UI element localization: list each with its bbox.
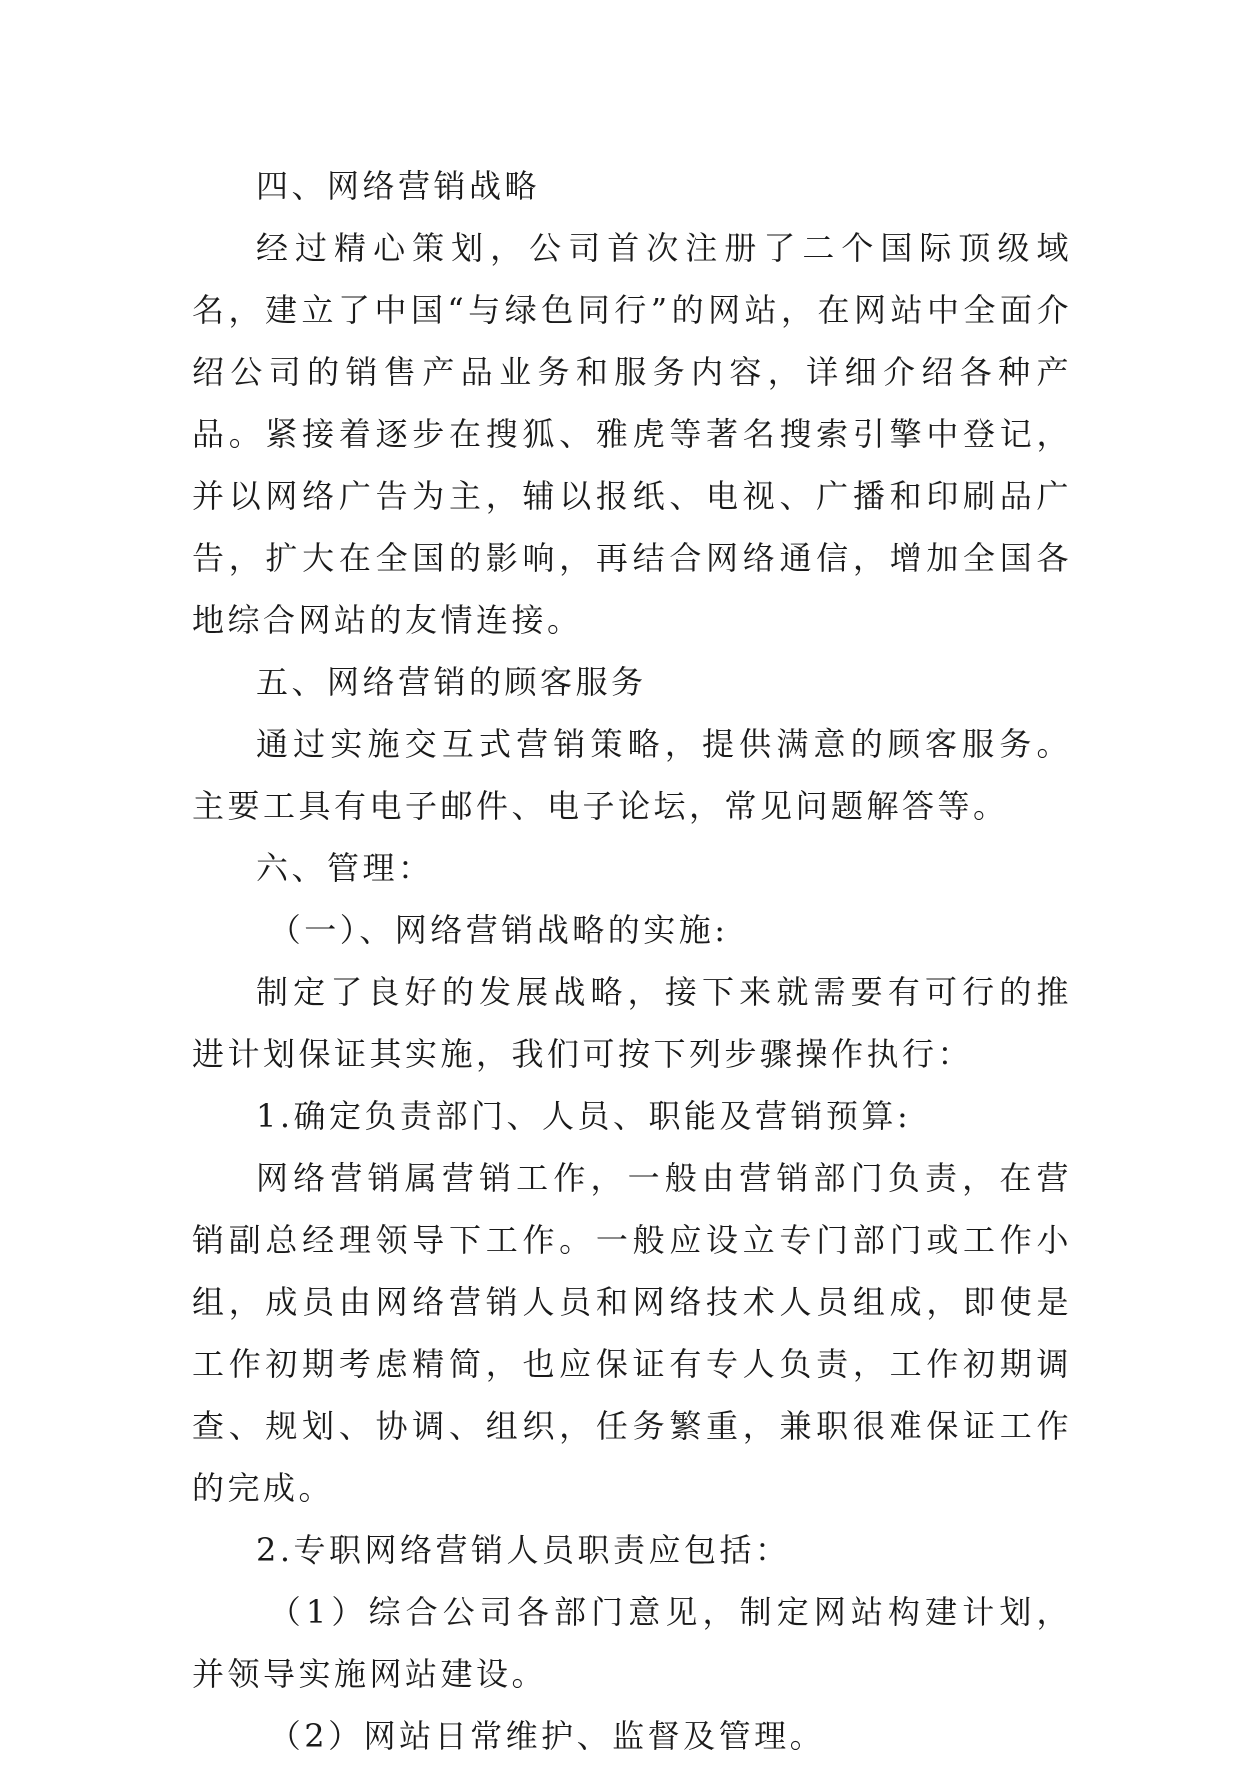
paragraph-strategy: 经过精心策划，公司首次注册了二个国际顶级域名，建立了中国“与绿色同行”的网站，在网站中全面介绍公司的销售产品业务和服务内容，详细介绍各种产品。紧接着逐步在搜狐、雅虎等著名搜索引擎中登记，并以网络广告为主，辅以报纸、电视、广播和印刷品广告，扩大在全国的影响，再结合网络通信，增加全国各地综合网站的友情连接。 bbox=[192, 229, 1072, 639]
paragraph-implementation: 制定了良好的发展战略，接下来就需要有可行的推进计划保证其实施，我们可按下列步骤操作执行： bbox=[192, 973, 1072, 1073]
section-heading-strategy: 四、网络营销战略 bbox=[256, 167, 541, 205]
list-item-1: （1）综合公司各部门意见，制定网站构建计划，并领导实施网站建设。 bbox=[192, 1593, 1072, 1693]
subsection-heading-implementation: （一）、网络营销战略的实施: bbox=[268, 911, 729, 949]
list-heading-2: 2.专职网络营销人员职责应包括： bbox=[256, 1531, 791, 1569]
list-item-2: （2）网站日常维护、监督及管理。 bbox=[268, 1717, 826, 1755]
paragraph-department: 网络营销属营销工作，一般由营销部门负责，在营销副总经理领导下工作。一般应设立专门部门或工作小组，成员由网络营销人员和网络技术人员组成，即使是工作初期考虑精简，也应保证有专人负责，工作初期调查、规划、协调、组织，任务繁重，兼职很难保证工作的完成。 bbox=[192, 1159, 1072, 1507]
list-heading-1: 1.确定负责部门、人员、职能及营销预算: bbox=[256, 1097, 912, 1135]
section-heading-management: 六、管理： bbox=[256, 849, 434, 887]
section-heading-customer-service: 五、网络营销的顾客服务 bbox=[256, 663, 647, 701]
paragraph-customer-service: 通过实施交互式营销策略，提供满意的顾客服务。主要工具有电子邮件、电子论坛，常见问题解答等。 bbox=[192, 725, 1072, 825]
document-body bbox=[192, 155, 1072, 1767]
